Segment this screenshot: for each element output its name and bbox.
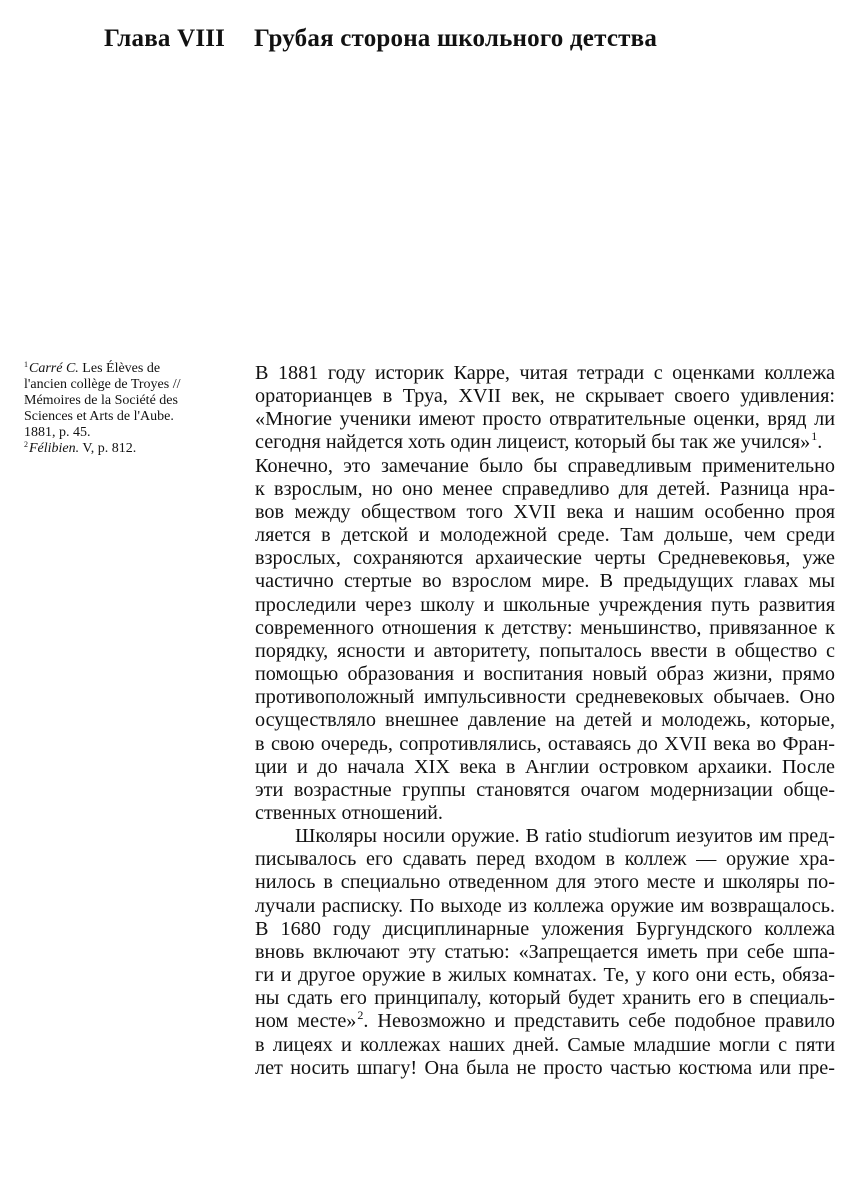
text-line-tail: . Невозможно и представить себе подобное правило [363, 1010, 835, 1033]
footnote-line [24, 361, 234, 377]
footnote-text: V, p. 812. [79, 441, 137, 456]
text-line: взрослых, сохраняются архаические черты Средневековья, уже [255, 547, 835, 570]
footnotes [24, 361, 234, 457]
footnote-ref-2: 2 [357, 1008, 364, 1023]
text-line: Школяры носили оружие. В ratio studiorum иезуитов им пред- [295, 825, 835, 848]
text-line: ги и другое оружие в жилых комнатах. Те, у кого они есть, обяза- [255, 964, 835, 987]
text-line: частично стертые во взрослом мире. В предыдущих главах мы [255, 570, 835, 593]
text-line: ны сдать его принципалу, который будет хранить его в специаль- [255, 987, 835, 1010]
footnote-line: Mémoires de la Société des [24, 393, 178, 408]
text-line-content: лицеях и коллежах наших дней. Самые младшие могли с пяти [272, 1033, 835, 1056]
text-line: проследили через школу и школьные учреждения путь развития [255, 593, 835, 616]
text-line: нилось в специально отведенном для этого месте и школяры по- [255, 871, 835, 894]
text-line: к взрослым, но оно менее справедливо для детей. Разница нра- [255, 477, 835, 500]
text-line: вновь включают эту статью: «Запрещается иметь при себе шпа- [255, 940, 835, 963]
footnote-2 [24, 441, 234, 457]
text-line: в свою очередь, сопротивлялись, оставаясь до XVII века во Фран- [255, 732, 835, 755]
text-line: В 1680 году дисциплинарные уложения Бургундского коллежа [255, 917, 835, 940]
text-line: ляется в детской и молодежной среде. Там дольше, чем среди [255, 524, 835, 547]
text-line [255, 1010, 835, 1033]
text-line-content: сегодня найдется хоть один лицеист, который бы так же учился» [255, 431, 811, 454]
text-line [255, 1034, 835, 1057]
footnote-author: Félibien. [29, 441, 80, 456]
footnote-text: Les Élèves de [78, 361, 161, 376]
text-line: порядку, ясности и авторитету, попыталось ввести в общество с [255, 639, 835, 662]
text-line: лучали расписку. По выходе из коллежа оружие им возвращалось. [255, 894, 835, 917]
footnote-number: 2 [24, 440, 28, 449]
chapter-title: Грубая сторона школьного детства [254, 25, 658, 52]
text-line: осуществляло внешнее давление на детей и молодежь, которые, [255, 709, 835, 732]
footnote-number: 1 [24, 360, 28, 369]
paragraph-1 [255, 362, 835, 825]
text-line-content: ном месте» [255, 1010, 357, 1033]
footnote-line: l'ancien collège de Troyes // [24, 377, 181, 392]
text-line: современного отношения к детству: меньшинство, привязанное к [255, 616, 835, 639]
footnote-1 [24, 361, 234, 441]
running-head [104, 22, 657, 56]
footnote-ref-1: 1 [811, 429, 818, 444]
text-line-prefix: в [255, 1033, 273, 1056]
text-line: сегодня найдется хоть один лицеист, который бы так же учился»$^1$. [255, 429, 823, 454]
footnote-line: 1881, p. 45. [24, 425, 91, 440]
text-line: ораторианцев в Труа, XVII век, не скрывает своего удивления: [255, 385, 835, 408]
footnote-line: Sciences et Arts de l'Aube. [24, 409, 174, 424]
text-line: Конечно, это замечание было бы справедливым применительно [255, 454, 835, 477]
text-line: писывалось его сдавать перед входом в коллеж — оружие хра- [255, 848, 835, 871]
text-line: противоположный импульсивности средневековых обычаев. Оно [255, 686, 835, 709]
chapter-label: Глава VIII [104, 25, 226, 52]
text-line: эти возрастные группы становятся очагом модернизации обще- [255, 778, 835, 801]
text-line: В 1881 году историк Карре, читая тетради с оценками коллежа [255, 362, 835, 384]
text-line: лет носить шпагу! Она была не просто частью костюма или пре- [255, 1056, 835, 1079]
footnote-line [24, 441, 234, 457]
text-line: вов между обществом того XVII века и нашим особенно проя [255, 500, 835, 523]
text-line: ции и до начала XIX века в Англии островком архаики. После [255, 755, 835, 778]
text-line: ственных отношений. [255, 801, 443, 824]
footnote-author: Carré C. [29, 361, 79, 376]
text-line: «Многие ученики имеют просто отвратительные оценки, вряд ли [255, 408, 835, 431]
main-text [255, 362, 835, 1080]
text-line: помощью образования и воспитания новый образ жизни, прямо [255, 663, 835, 686]
paragraph-2 [255, 825, 835, 1080]
